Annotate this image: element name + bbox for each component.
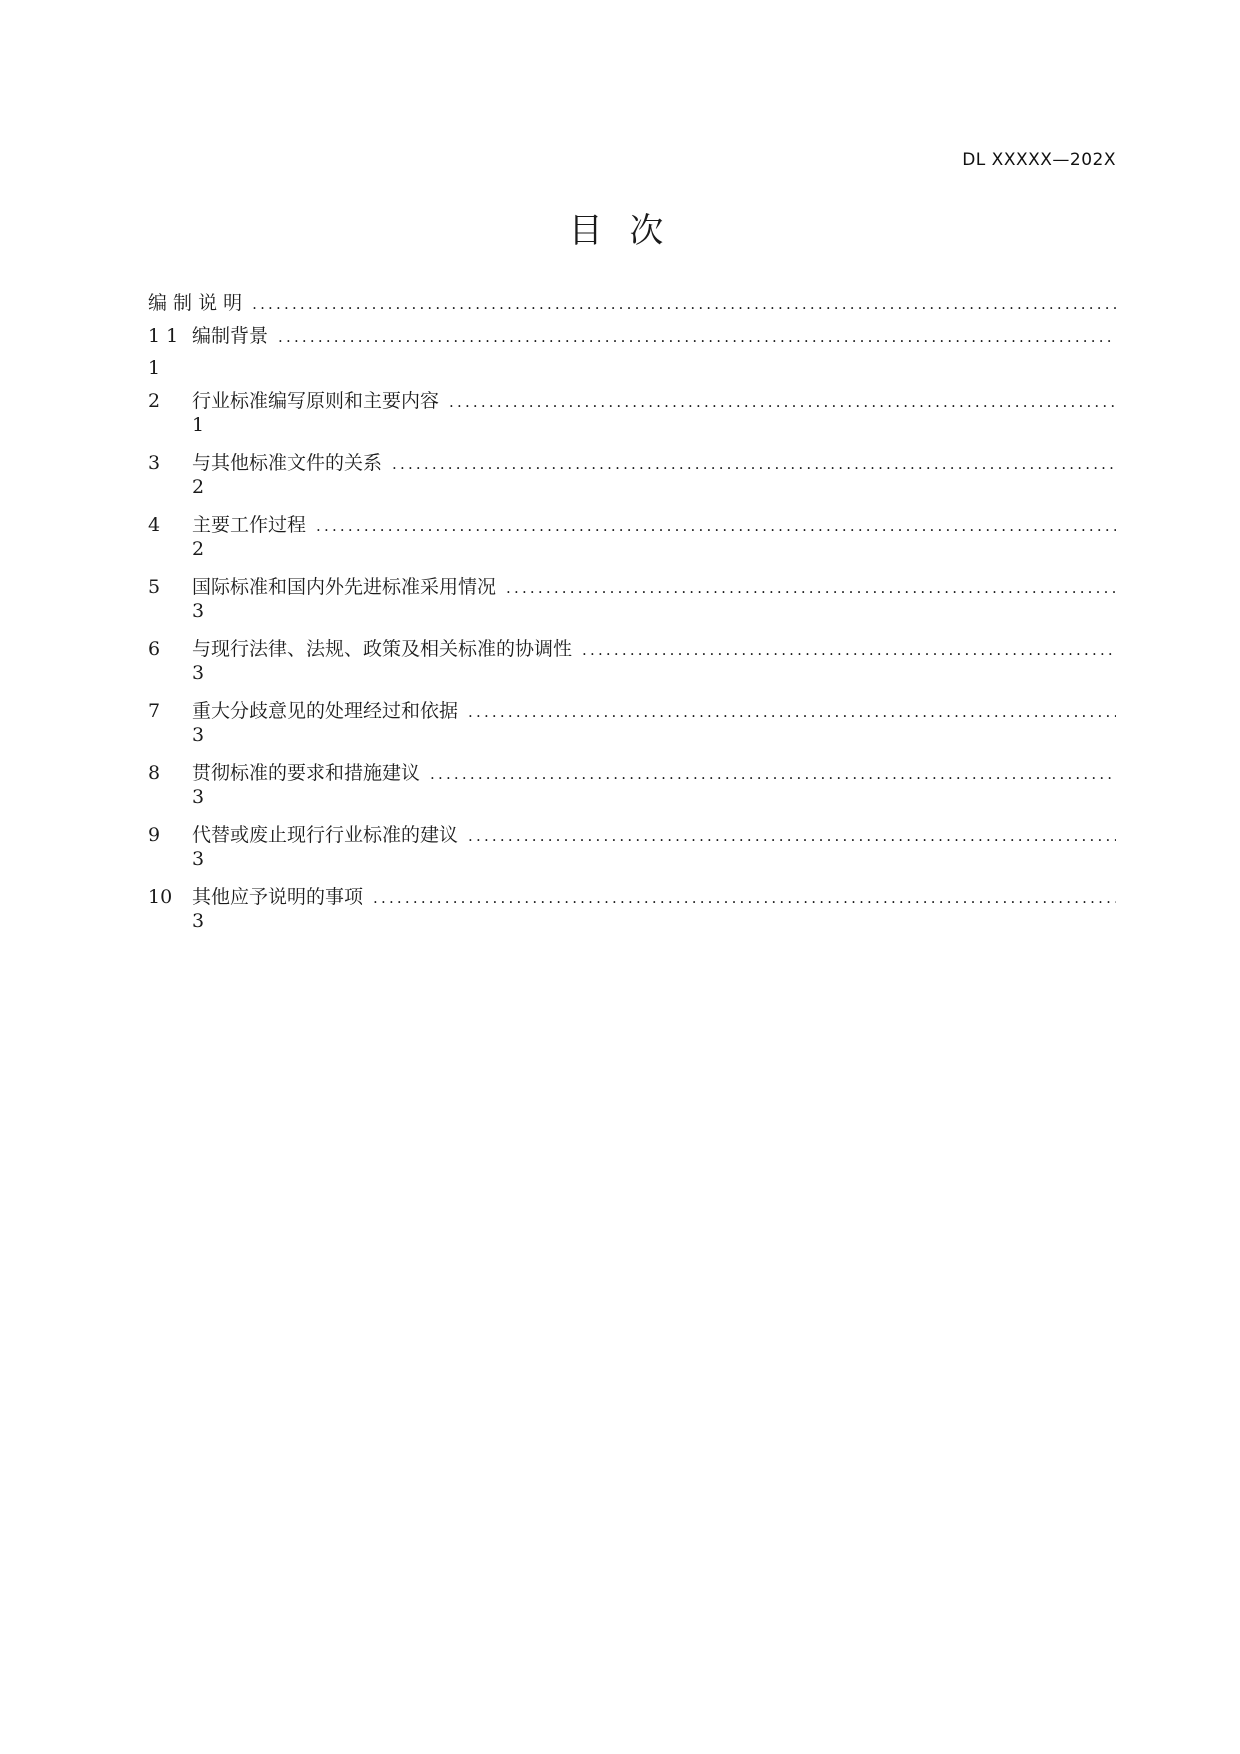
toc-entry-page: 3 [192, 910, 205, 932]
toc-dot-leader [468, 823, 1116, 849]
toc-entry-number: 5 [148, 576, 161, 598]
toc-entry-title: 行业标准编写原则和主要内容 [192, 390, 440, 412]
table-of-contents [148, 290, 1116, 946]
toc-entry[interactable] [148, 512, 1116, 560]
toc-entry-title: 其他应予说明的事项 [192, 886, 364, 908]
toc-entry[interactable] [148, 290, 1116, 316]
toc-entry[interactable] [148, 574, 1116, 622]
toc-dot-leader [506, 575, 1116, 601]
toc-entry[interactable] [148, 760, 1116, 808]
toc-entry-page: 1 [192, 414, 205, 436]
toc-entry[interactable] [148, 698, 1116, 746]
toc-entry[interactable] [148, 636, 1116, 684]
toc-entry[interactable] [148, 388, 1116, 436]
document-code: DL XXXXX—202X [962, 150, 1116, 170]
toc-entry-page: 2 [192, 476, 205, 498]
toc-entry-number: 9 [148, 824, 161, 846]
toc-entry-title: 编 制 说 明 [148, 292, 243, 314]
toc-dot-leader [278, 324, 1116, 350]
toc-entry-page: 3 [192, 724, 205, 746]
toc-entry-title: 重大分歧意见的处理经过和依据 [192, 700, 459, 722]
toc-entry-page: 3 [192, 662, 205, 684]
toc-entry-title: 代替或废止现行行业标准的建议 [192, 824, 459, 846]
toc-entry-title: 与现行法律、法规、政策及相关标准的协调性 [192, 638, 573, 660]
toc-dot-leader [449, 389, 1116, 415]
toc-entry-number: 1 1 [148, 325, 179, 347]
toc-entry[interactable] [148, 822, 1116, 870]
toc-entry-number: 10 [148, 886, 173, 908]
toc-dot-leader [252, 291, 1116, 317]
toc-entry-number: 3 [148, 452, 161, 474]
toc-entry[interactable] [148, 884, 1116, 932]
toc-entry-page: 3 [192, 848, 205, 870]
page-title: 目 次 [568, 211, 672, 251]
toc-dot-leader [582, 637, 1116, 663]
toc-dot-leader [316, 513, 1116, 539]
toc-entry-title: 编制背景 [192, 325, 269, 347]
toc-dot-leader [468, 699, 1116, 725]
toc-entry-number: 6 [148, 638, 161, 660]
toc-entry[interactable] [148, 323, 1116, 381]
toc-entry-number: 7 [148, 700, 161, 722]
toc-entry-page: 3 [192, 786, 205, 808]
toc-dot-leader [392, 451, 1116, 477]
toc-dot-leader [373, 885, 1116, 911]
toc-entry-number: 2 [148, 390, 161, 412]
toc-entry-title: 主要工作过程 [192, 514, 307, 536]
toc-entry[interactable] [148, 450, 1116, 498]
toc-entry-number: 8 [148, 762, 161, 784]
toc-entry-page: 2 [192, 538, 205, 560]
toc-entry-page: 3 [192, 600, 205, 622]
toc-entry-title: 国际标准和国内外先进标准采用情况 [192, 576, 497, 598]
toc-entry-page: 1 [148, 357, 161, 379]
toc-entry-number: 4 [148, 514, 161, 536]
toc-dot-leader [430, 761, 1116, 787]
toc-entry-title: 与其他标准文件的关系 [192, 452, 383, 474]
toc-entry-title: 贯彻标准的要求和措施建议 [192, 762, 421, 784]
